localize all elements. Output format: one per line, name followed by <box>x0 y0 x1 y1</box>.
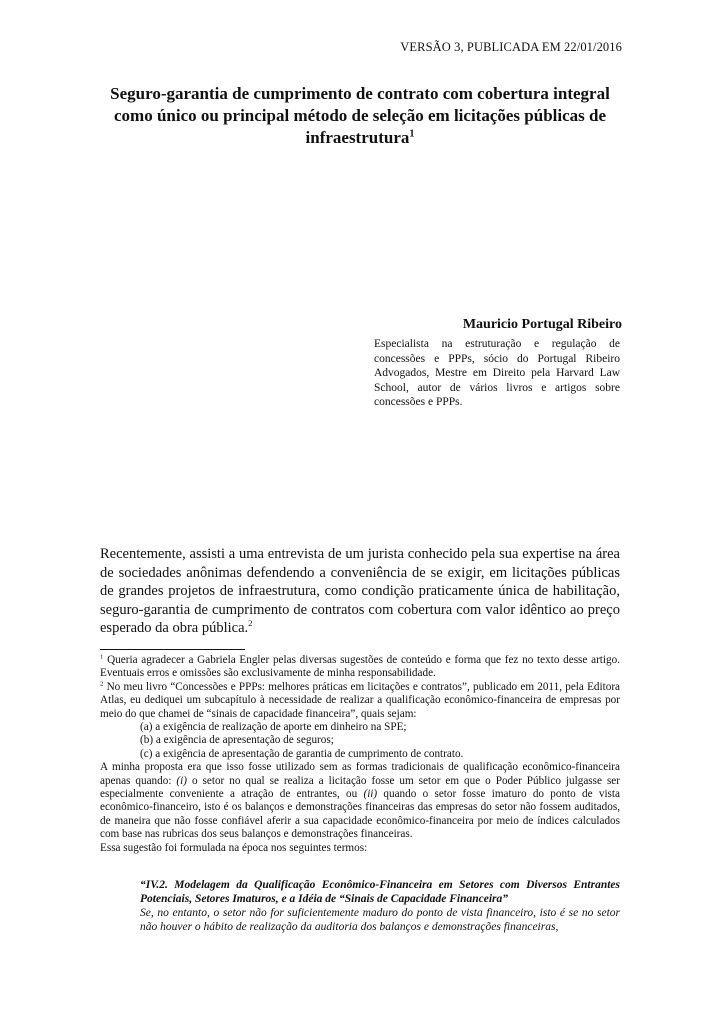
footnote-2-marker-ii: (ii) <box>363 788 378 801</box>
body-paragraph-text: Recentemente, assisti a uma entrevista de um jurista conhecido pela sua expertise na área de sociedades anônimas defendendo a conveniência de se exigir, em licitações públicas de grandes projetos de infraestrutura, como condição praticamente única de habilitação, seguro-garantia de cumprimento de contratos com cobertura com valor idêntico ao preço esperado da obra pública. <box>100 546 620 636</box>
title-footnote-ref[interactable]: 1 <box>409 128 415 140</box>
paper-title-text: Seguro-garantia de cumprimento de contrato com cobertura integral como único ou principal método de seleção em licitações públicas de infraestrutura <box>110 84 610 147</box>
footnote-2-proposal-c: quando o setor fosse imaturo do ponto de vista econômico-financeiro, isto é os balanços e demonstrações financeiras das empresas do setor não fossem auditados, de maneira que não fosse confiável aferir a sua capacidade econômico-financeira por meio de índices calculados com base nas rubricas dos seus balanços e demonstrações financeiras. <box>100 788 620 841</box>
footnote-2-item-c: (c) a exigência de apresentação de garantia de cumprimento de contrato. <box>140 747 464 760</box>
body-footnote-ref[interactable]: 2 <box>248 618 253 629</box>
footnote-2-number: 2 <box>100 680 104 688</box>
footnote-separator <box>100 649 245 650</box>
footnote-2-text: No meu livro “Concessões e PPPs: melhores práticas em licitações e contratos”, publicado em 2011, pela Editora Atlas, eu dediquei um subcapítulo à necessidade de realizar a qualificação econômico-financeira de empresas por meio do que chamei de “sinais de capacidade financeira”, quais sejam: <box>100 680 621 720</box>
footnote-2-marker-i: (i) <box>176 774 187 787</box>
author-name: Mauricio Portugal Ribeiro <box>462 317 622 332</box>
footnote-2-proposal <box>100 761 620 841</box>
footnote-2-item-a: (a) a exigência de realização de aporte em dinheiro na SPE; <box>140 721 407 734</box>
body-paragraph <box>100 545 620 638</box>
footnote-1-text: Queria agradecer a Gabriela Engler pelas diversas sugestões de conteúdo e forma que fez no texto desse artigo. Eventuais erros e omissões são exclusivamente de minha responsabilidade. <box>100 654 621 680</box>
paper-title <box>100 83 620 149</box>
footnote-2-proposal-b: o setor no qual se realiza a licitação fosse um setor em que o Poder Público julgasse ser especialmente conveniente a atração de entrantes, ou <box>100 774 620 801</box>
footnote-1 <box>100 654 620 681</box>
footnote-2-proposal-a: A minha proposta era que isso fosse utilizado sem as formas tradicionais de qualificação econômico-financeira apenas quando: <box>100 761 620 787</box>
block-quote <box>140 878 620 934</box>
quote-body: Se, no entanto, o setor não for suficientemente maduro do ponto de vista financeiro, isto é se no setor não houver o hábito de realização da auditoria dos balanços e demonstrações financeiras, <box>140 907 620 933</box>
footnotes-section <box>100 654 620 855</box>
footnote-2 <box>100 681 620 721</box>
version-header: VERSÃO 3, PUBLICADA EM 22/01/2016 <box>400 40 622 54</box>
footnote-2-closing: Essa sugestão foi formulada na época nos seguintes termos: <box>100 841 368 854</box>
footnote-1-number: 1 <box>100 653 104 661</box>
quote-heading: “IV.2. Modelagem da Qualificação Econômico-Financeira em Setores com Diversos Entrantes Potenciais, Setores Imaturos, e a Idéia de “Sinais de Capacidade Financeira” <box>140 879 620 905</box>
footnote-2-item-b: (b) a exigência de apresentação de seguros; <box>140 734 334 747</box>
author-bio: Especialista na estruturação e regulação de concessões e PPPs, sócio do Portugal Ribeiro Advogados, Mestre em Direito pela Harvard Law School, autor de vários livros e artigos sobre concessões e PPPs. <box>374 338 620 408</box>
